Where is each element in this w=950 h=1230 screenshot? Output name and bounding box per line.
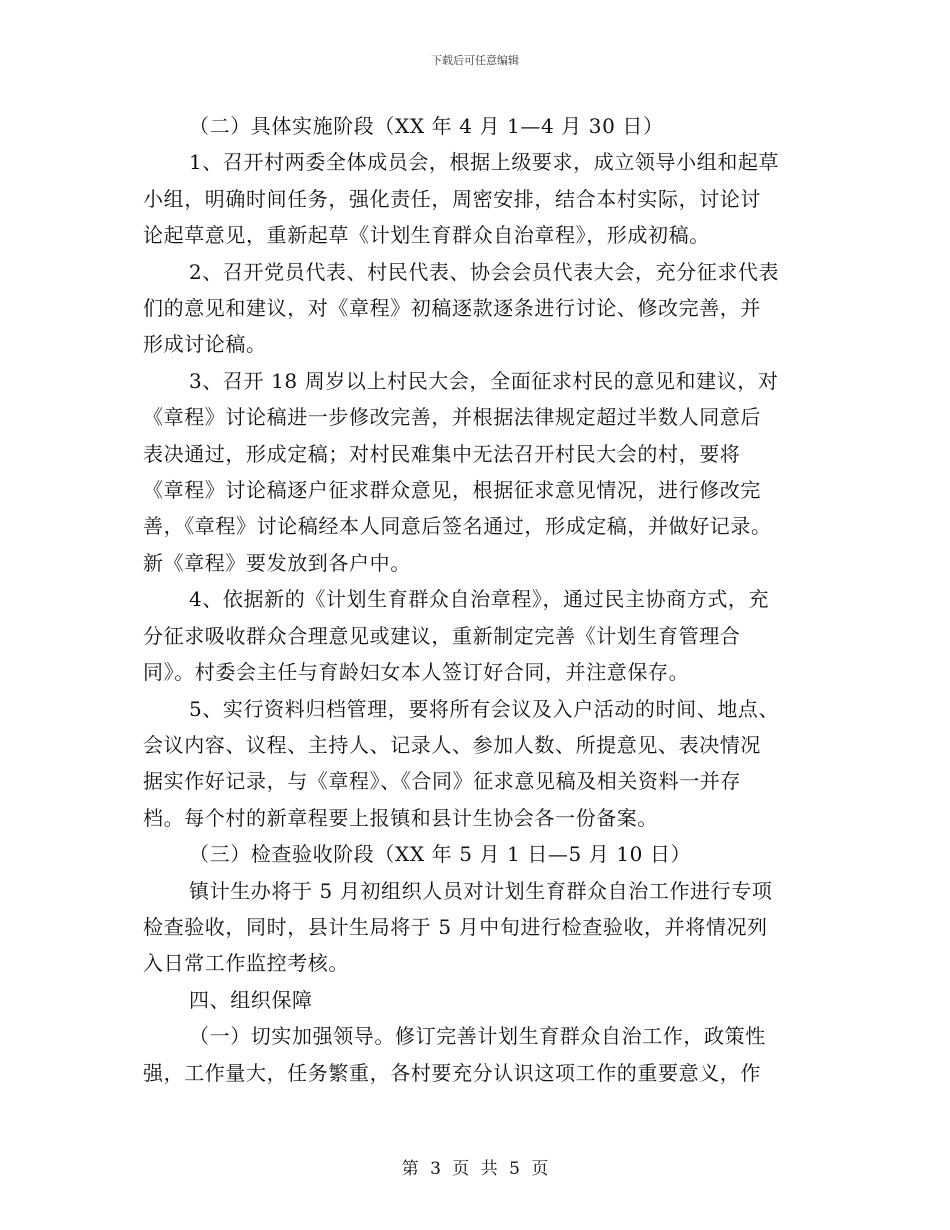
text-line: 同》。村委会主任与育龄妇女本人签订好合同，并注意保存。: [143, 660, 690, 685]
text-line: 表决通过，形成定稿；对村民难集中无法召开村民大会的村，要将: [143, 441, 741, 466]
text-line: 小组，明确时间任务，强化责任，周密安排，结合本村实际，讨论讨: [143, 186, 761, 211]
text-line: 3、召开 18 周岁以上村民大会，全面征求村民的意见和建议，对: [189, 368, 779, 393]
page-number: 第 3 页 共 5 页: [401, 1159, 549, 1179]
text-line: 据实作好记录，与《章程》、《合同》征求意见稿及相关资料一并存: [143, 769, 741, 794]
text-line: 强，工作量大，任务繁重，各村要充分认识这项工作的重要意义，作: [143, 1060, 761, 1085]
page-header: 下载后可任意编辑: [431, 54, 519, 67]
text-line: （三）检查验收阶段（XX 年 5 月 1 日—5 月 10 日）: [189, 842, 692, 867]
text-line: 1、召开村两委全体成员会，根据上级要求，成立领导小组和起草: [189, 150, 780, 175]
text-line: 档。每个村的新章程要上报镇和县计生协会各一份备案。: [143, 805, 658, 830]
text-line: 新《章程》要发放到各户中。: [143, 550, 411, 575]
text-line: （二）具体实施阶段（XX 年 4 月 1—4 月 30 日）: [189, 114, 664, 138]
document-body: [143, 108, 813, 1091]
text-line: 4、依据新的《计划生育群众自治章程》，通过民主协商方式，充: [189, 587, 770, 612]
text-line: 检查验收，同时，县计生局将于 5 月中旬进行检查验收，并将情况列: [143, 914, 768, 939]
text-line: 《章程》讨论稿逐户征求群众意见，根据征求意见情况，进行修改完: [143, 478, 761, 503]
text-line: 5、实行资料归档管理，要将所有会议及入户活动的时间、地点、: [189, 696, 780, 721]
text-line: 分征求吸收群众合理意见或建议，重新制定完善《计划生育管理合: [143, 623, 741, 648]
text-line: 四、组织保障: [189, 987, 313, 1012]
text-line: （一）切实加强领导。修订完善计划生育群众自治工作，政策性: [189, 1024, 766, 1049]
text-line: 2、召开党员代表、村民代表、协会会员代表大会，充分征求代表: [189, 259, 780, 284]
text-line: 们的意见和建议，对《章程》初稿逐款逐条进行讨论、修改完善，并: [143, 296, 761, 321]
text-line: 善，《章程》讨论稿经本人同意后签名通过，形成定稿，并做好记录。: [143, 514, 772, 539]
text-line: 会议内容、议程、主持人、记录人、参加人数、所提意见、表决情况: [143, 732, 761, 757]
text-line: 《章程》讨论稿进一步修改完善，并根据法律规定超过半数人同意后: [143, 405, 761, 430]
text-line: 入日常工作监控考核。: [143, 951, 349, 976]
text-line: 镇计生办将于 5 月初组织人员对计划生育群众自治工作进行专项: [189, 878, 773, 903]
text-line: 论起草意见，重新起草《计划生育群众自治章程》，形成初稿。: [143, 223, 710, 248]
text-line: 形成讨论稿。: [143, 332, 267, 357]
